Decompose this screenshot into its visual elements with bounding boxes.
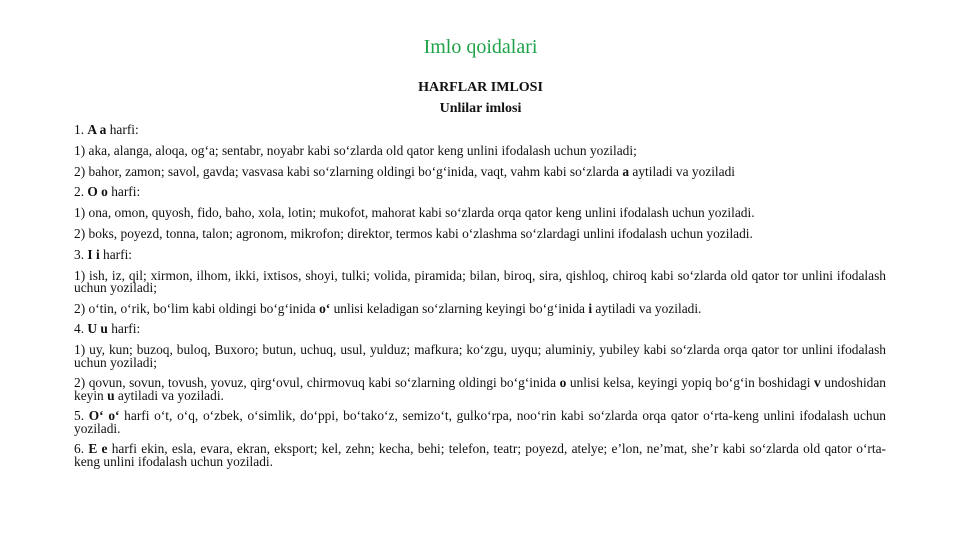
slide-title: Imlo qoidalari <box>423 36 538 58</box>
rule-heading-u: 4. U u harfi: <box>74 321 141 337</box>
rule-heading-a: 1. A a harfi: <box>74 122 139 137</box>
section-subheading: Unlilar imlosi <box>439 101 522 116</box>
rule-line: 1) ona, omon, quyosh, fido, baho, xola, lotin; mukofot, mahorat kabi so‘zlarda orqa qator keng unlini ifodalash uchun yoziladi. <box>74 205 755 221</box>
rules-body <box>74 120 886 472</box>
rule-heading-e: 6. E e harfi ekin, esla, evara, ekran, eksport; kel, zehn; kecha, behi; telefon, teatr; poyezd, atelye; e’lon, ne’mat, she’r kabi so‘zlarda old qator o‘rta-keng unlini ifodalash uchun yoziladi. <box>74 441 886 469</box>
section-heading: HARFLAR IMLOSI <box>418 80 543 95</box>
rule-line: 1) aka, alanga, aloqa, og‘a; sentabr, noyabr kabi so‘zlarda old qator keng unlini ifodalash uchun yoziladi; <box>74 142 637 158</box>
rule-line: 2) qovun, sovun, tovush, yovuz, qirg‘ovul, chirmovuq kabi so‘zlarning oldingi bo‘g‘inida o unlisi kelsa, keyingi yopiq bo‘g‘in boshidagi v undoshidan keyin u aytiladi va yoziladi. <box>74 375 887 403</box>
rule-line: 1) uy, kun; buzoq, buloq, Buxoro; butun, uchuq, usul, yulduz; mafkura; ko‘zgu, uyqu; aluminiy, yubiley kabi so‘zlarda orqa qator tor unlini ifodalash uchun yoziladi; <box>74 342 886 370</box>
rule-line: 2) boks, poyezd, tonna, talon; agronom, mikrofon; direktor, termos kabi o‘zlashma so‘zlardagi unlini ifodalash uchun yoziladi. <box>74 225 753 241</box>
rule-heading-o-breve: 5. O‘ o‘ harfi o‘t, o‘q, o‘zbek, o‘simlik, do‘ppi, bo‘tako‘z, semizo‘t, gulko‘rpa, noo‘rin kabi so‘zlarda orqa qator o‘rta-keng unlini ifodalash uchun yoziladi. <box>74 408 886 436</box>
rule-line: 1) ish, iz, qil; xirmon, ilhom, ikki, ixtisos, shoyi, tulki; volida, piramida; bilan, biroq, sira, qishloq, chiroq kabi so‘zlarda old qator tor unlini ifodalash uchun yoziladi; <box>74 267 886 296</box>
rule-heading-o: 2. O o harfi: <box>74 184 141 200</box>
rule-heading-i: 3. I i harfi: <box>74 246 133 262</box>
rule-line: 2) o‘tin, o‘rik, bo‘lim kabi oldingi bo‘g‘inida o‘ unlisi keladigan so‘zlarning keyingi bo‘g‘inida i aytiladi va yoziladi. <box>74 300 702 316</box>
rule-line: 2) bahor, zamon; savol, gavda; vasvasa kabi so‘zlarning oldingi bo‘g‘inida, vaqt, vahm kabi so‘zlarda a aytiladi va yoziladi <box>74 163 736 179</box>
